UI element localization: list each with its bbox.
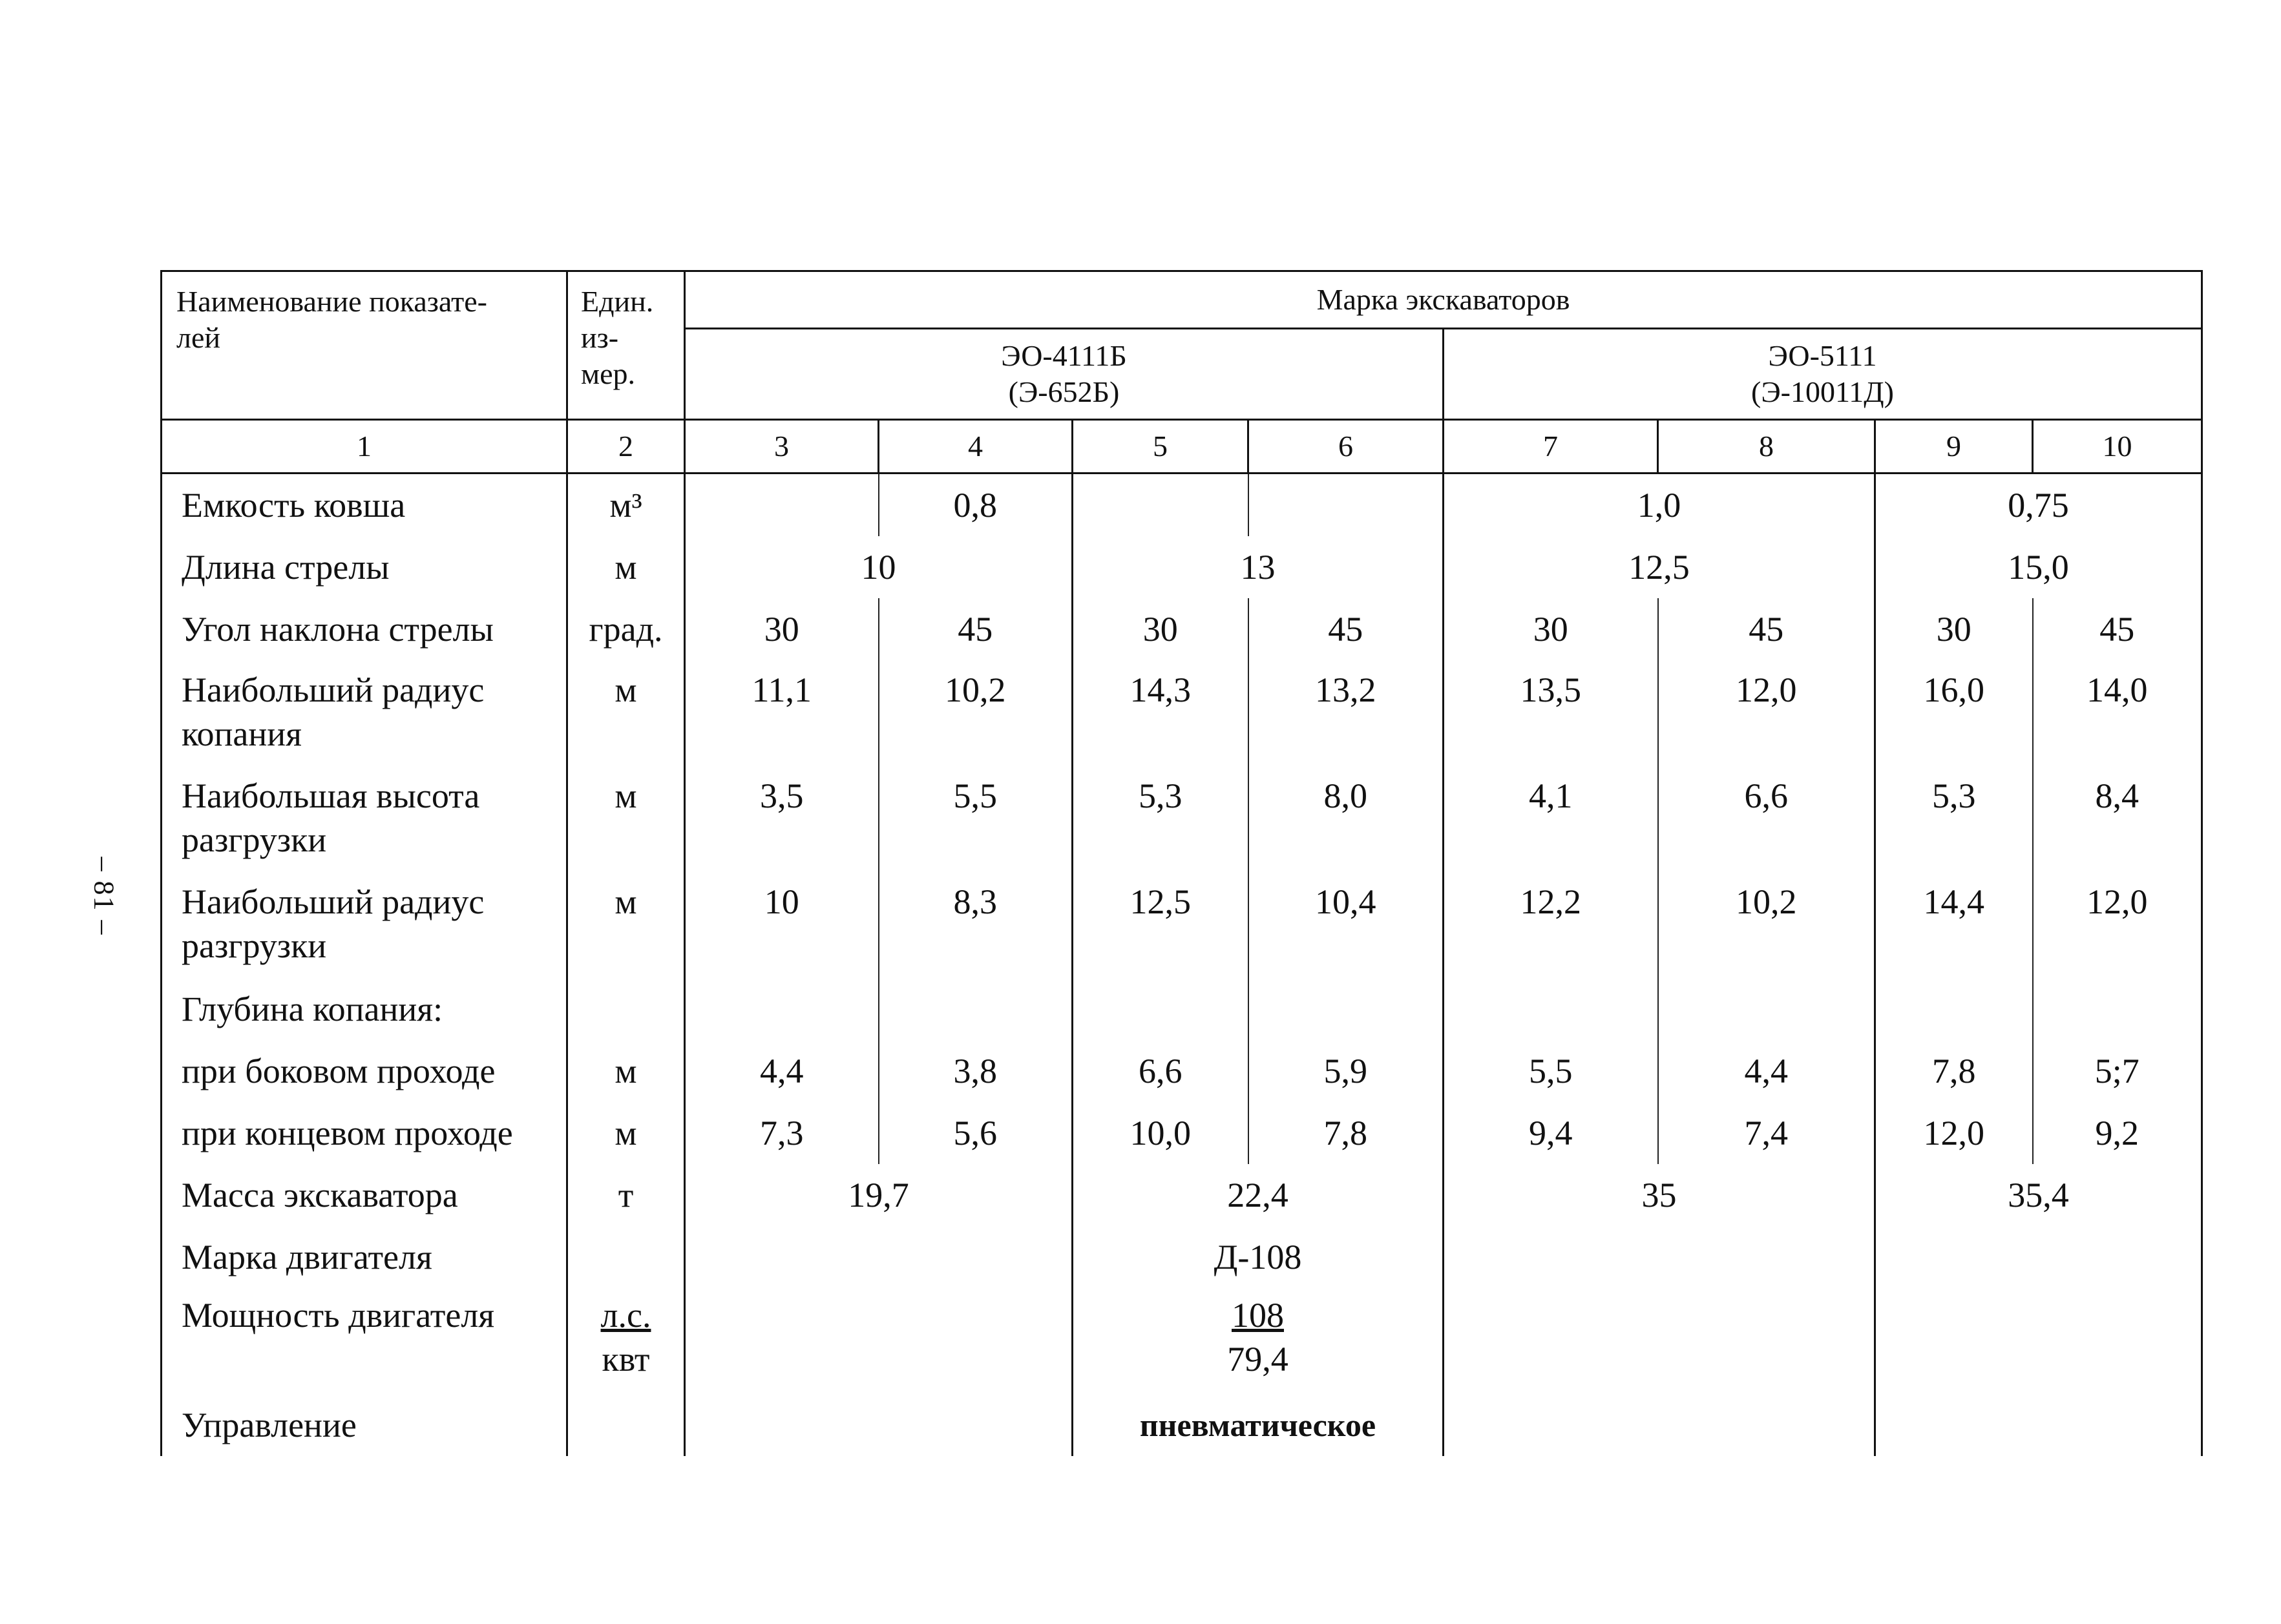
cell-value: 5,3: [1073, 766, 1248, 872]
cell-value: 45: [879, 598, 1073, 660]
cell-value: 45: [2033, 598, 2202, 660]
cell-empty: [2033, 978, 2202, 1040]
cell-value: 19,7: [685, 1164, 1073, 1226]
cell-empty: [1875, 1226, 2202, 1288]
cell-value: 10,2: [879, 660, 1073, 766]
col-number: 7: [1444, 420, 1658, 474]
cell-value: 4,4: [1658, 1040, 1875, 1102]
cell-value: 14,0: [2033, 660, 2202, 766]
cell-empty: [567, 978, 685, 1040]
row-unit: м: [567, 660, 685, 766]
table-row: [162, 1040, 2202, 1102]
cell-empty: [685, 1226, 1073, 1288]
col-number: 5: [1073, 420, 1248, 474]
row-unit: м: [567, 1040, 685, 1102]
cell-value: 6,6: [1658, 766, 1875, 872]
row-unit: м: [567, 872, 685, 978]
cell-empty: [1073, 474, 1248, 536]
page-number: – 81 –: [88, 857, 120, 936]
row-unit: [567, 1288, 685, 1394]
table-row: [162, 978, 2202, 1040]
col-number: 3: [685, 420, 879, 474]
column-number-row: [162, 420, 2202, 474]
col-number: 8: [1658, 420, 1875, 474]
cell-value: 13,2: [1248, 660, 1444, 766]
cell-value: 8,3: [879, 872, 1073, 978]
cell-value: 5,3: [1875, 766, 2033, 872]
table-row: [162, 660, 2202, 766]
cell-value: 4,1: [1444, 766, 1658, 872]
cell-empty: [1875, 1394, 2202, 1456]
table-row: [162, 536, 2202, 598]
cell-value: 12,0: [1658, 660, 1875, 766]
cell-value: 0,75: [1875, 474, 2202, 536]
col-number: 10: [2033, 420, 2202, 474]
cell-value: 12,2: [1444, 872, 1658, 978]
cell-value: 12,5: [1073, 872, 1248, 978]
row-name: Наибольшая высота разгрузки: [162, 766, 567, 872]
cell-value: 12,0: [1875, 1102, 2033, 1164]
row-unit: м: [567, 766, 685, 872]
cell-value: 10,0: [1073, 1102, 1248, 1164]
cell-value: 7,3: [685, 1102, 879, 1164]
cell-empty: [1444, 1288, 1875, 1394]
cell-value: Д-108: [1073, 1226, 1444, 1288]
cell-value: 14,3: [1073, 660, 1248, 766]
cell-value: 5,6: [879, 1102, 1073, 1164]
row-name: Марка двигателя: [162, 1226, 567, 1288]
cell-value: 9,2: [2033, 1102, 2202, 1164]
cell-value: 3,8: [879, 1040, 1073, 1102]
cell-value: 10,4: [1248, 872, 1444, 978]
cell-value: 10: [685, 536, 1073, 598]
cell-value: 10,2: [1658, 872, 1875, 978]
cell-value: 30: [1073, 598, 1248, 660]
table-row: [162, 1226, 2202, 1288]
unit-top: л.с.: [600, 1296, 651, 1335]
cell-empty: [879, 978, 1073, 1040]
cell-value: 7,8: [1875, 1040, 2033, 1102]
row-name: Угол наклона стрелы: [162, 598, 567, 660]
excavator-table-sheet: [160, 270, 2201, 1456]
cell-value: 3,5: [685, 766, 879, 872]
cell-empty: [1658, 978, 1875, 1040]
col-number: 9: [1875, 420, 2033, 474]
cell-value: [1073, 1288, 1444, 1394]
row-name: Емкость ковша: [162, 474, 567, 536]
header-unit-cell: [567, 271, 685, 420]
cell-value: 30: [1444, 598, 1658, 660]
cell-value: 8,0: [1248, 766, 1444, 872]
table-row: [162, 598, 2202, 660]
cell-value: 30: [685, 598, 879, 660]
cell-value: 30: [1875, 598, 2033, 660]
cell-empty: [567, 1394, 685, 1456]
value-stack: [1227, 1293, 1288, 1381]
cell-value: 9,4: [1444, 1102, 1658, 1164]
row-unit: м: [567, 536, 685, 598]
row-name: Наибольший радиус копания: [162, 660, 567, 766]
row-name: Управление: [162, 1394, 567, 1456]
col-number: 6: [1248, 420, 1444, 474]
cell-empty: [1444, 1226, 1875, 1288]
cell-empty: [685, 1288, 1073, 1394]
table-row: [162, 1394, 2202, 1456]
cell-value: 13: [1073, 536, 1444, 598]
cell-value: 16,0: [1875, 660, 2033, 766]
cell-value: 15,0: [1875, 536, 2202, 598]
model-a-label: ЭО-4111Б (Э-652Б): [1001, 339, 1127, 408]
header-unit-label: Един. из- мер.: [581, 285, 654, 390]
cell-value: 22,4: [1073, 1164, 1444, 1226]
cell-value: 4,4: [685, 1040, 879, 1102]
cell-empty: [1248, 474, 1444, 536]
table-row: [162, 1102, 2202, 1164]
row-name: Длина стрелы: [162, 536, 567, 598]
cell-value: 5;7: [2033, 1040, 2202, 1102]
cell-value: 13,5: [1444, 660, 1658, 766]
cell-value: 1,0: [1444, 474, 1875, 536]
cell-value: 7,4: [1658, 1102, 1875, 1164]
table-row: [162, 1288, 2202, 1394]
row-unit: м³: [567, 474, 685, 536]
cell-value: пневматическое: [1073, 1394, 1444, 1456]
cell-empty: [1875, 1288, 2202, 1394]
row-name: при боковом проходе: [162, 1040, 567, 1102]
row-unit: т: [567, 1164, 685, 1226]
cell-empty: [567, 1226, 685, 1288]
header-model-a: [685, 329, 1444, 420]
cell-empty: [1444, 1394, 1875, 1456]
table-row: [162, 766, 2202, 872]
cell-empty: [1875, 978, 2033, 1040]
col-number: 2: [567, 420, 685, 474]
table-row: [162, 872, 2202, 978]
unit-bottom: квт: [602, 1340, 650, 1379]
header-group-title: Марка экскаваторов: [685, 271, 2202, 329]
cell-value: 8,4: [2033, 766, 2202, 872]
cell-value: 45: [1658, 598, 1875, 660]
cell-value: 5,5: [1444, 1040, 1658, 1102]
cell-empty: [1073, 978, 1248, 1040]
cell-value: 10: [685, 872, 879, 978]
cell-value: 14,4: [1875, 872, 2033, 978]
table-row: [162, 474, 2202, 536]
header-model-b: [1444, 329, 2202, 420]
cell-value: 5,5: [879, 766, 1073, 872]
cell-value: 45: [1248, 598, 1444, 660]
row-name: Мощность двигателя: [162, 1288, 567, 1394]
row-unit: м: [567, 1102, 685, 1164]
row-name: при концевом проходе: [162, 1102, 567, 1164]
table-header: [160, 270, 2203, 474]
value-top: 108: [1232, 1296, 1284, 1335]
col-number: 1: [162, 420, 567, 474]
cell-value: 12,5: [1444, 536, 1875, 598]
cell-value: 35: [1444, 1164, 1875, 1226]
header-name-label: Наименование показате- лей: [176, 285, 488, 354]
cell-value: 5,9: [1248, 1040, 1444, 1102]
table-row: [162, 1164, 2202, 1226]
cell-value: 11,1: [685, 660, 879, 766]
cell-empty: [685, 1394, 1073, 1456]
row-unit: град.: [567, 598, 685, 660]
cell-empty: [1444, 978, 1658, 1040]
row-name: Масса экскаватора: [162, 1164, 567, 1226]
cell-value: 6,6: [1073, 1040, 1248, 1102]
header-name-cell: [162, 271, 567, 420]
cell-value: 7,8: [1248, 1102, 1444, 1164]
row-name: Глубина копания:: [162, 978, 567, 1040]
cell-empty: [685, 474, 879, 536]
table-body: [160, 474, 2203, 1456]
value-bottom: 79,4: [1227, 1340, 1288, 1379]
row-name: Наибольший радиус разгрузки: [162, 872, 567, 978]
cell-empty: [1248, 978, 1444, 1040]
cell-value: 12,0: [2033, 872, 2202, 978]
cell-value: 35,4: [1875, 1164, 2202, 1226]
unit-stack: [601, 1293, 651, 1381]
cell-value: 0,8: [879, 474, 1073, 536]
col-number: 4: [879, 420, 1073, 474]
cell-empty: [685, 978, 879, 1040]
model-b-label: ЭО-5111 (Э-10011Д): [1751, 339, 1894, 408]
